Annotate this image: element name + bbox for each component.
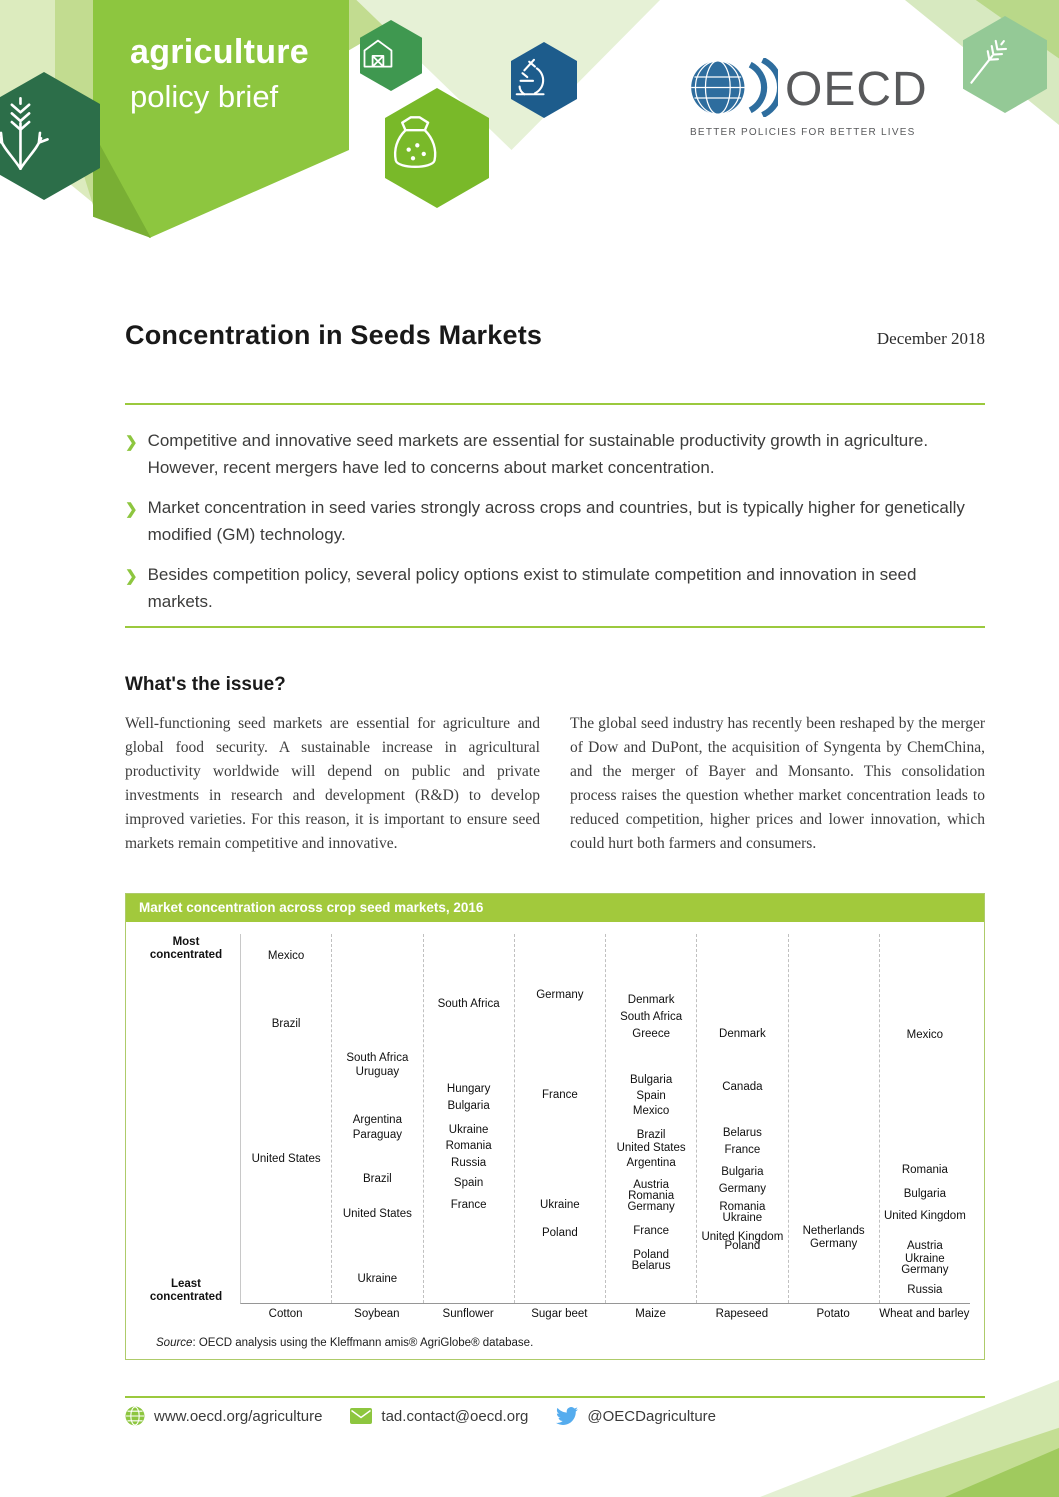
chart-point-label: Brazil [271, 1018, 301, 1031]
wheat-icon [0, 95, 100, 178]
banner-title: agriculture [130, 33, 310, 71]
chart-point-label: Netherlands [802, 1225, 865, 1237]
chart-point-label: Mexico [267, 950, 305, 963]
footer-website-label: www.oecd.org/agriculture [154, 1407, 323, 1425]
chart-point-label: Romania [719, 1201, 766, 1214]
chart-point-label: Romania [445, 1140, 492, 1153]
banner-subtitle: policy brief [130, 79, 279, 114]
chart-category-label: Soybean [354, 1308, 400, 1320]
chart-column-maize [605, 934, 696, 1303]
chart-point-label: South Africa [437, 998, 500, 1011]
oecd-globe-icon [690, 58, 778, 122]
brief-banner-text [130, 33, 309, 115]
chart-point-label: United States [342, 1208, 412, 1221]
chart-point-label: Russia [907, 1284, 943, 1297]
chart-point-label: Greece [632, 1027, 670, 1040]
footer-twitter-link[interactable] [556, 1405, 716, 1427]
chart-point-label: Uruguay [355, 1066, 400, 1079]
chart-column-rapeseed [696, 934, 787, 1303]
oecd-wordmark: OECD [785, 63, 928, 116]
page-title: Concentration in Seeds Markets [125, 320, 543, 350]
chart-plot-columns [240, 934, 970, 1304]
chart-point-label: Austria [633, 1178, 670, 1191]
chart-point-label: France [633, 1225, 670, 1237]
chart-category-label: Cotton [268, 1308, 303, 1320]
body-paragraph-left: Well-functioning seed markets are essential for agriculture and global food security. A sustainable increase in agricultural productivity worldwide will depend on public and private investments in research and development (R&D) to develop improved varieties. For this reason, it is important to ensure seed markets remain competitive and innovative. [125, 715, 540, 853]
wheat-sprig-icon [963, 33, 1047, 96]
title-row [125, 320, 985, 351]
chart-point-label: Hungary [446, 1082, 491, 1095]
key-message-item [125, 495, 985, 548]
footer-twitter-label: @OECDagriculture [587, 1407, 717, 1425]
chart-point-label: Bulgaria [903, 1188, 946, 1201]
chart-point-label: Spain [636, 1090, 666, 1103]
chart-point-label: Romania [628, 1189, 675, 1202]
key-message-text: Market concentration in seed varies strongly across crops and countries, but is typically higher for genetically modified (GM) technology. [147, 498, 965, 544]
chart-point-label: Austria [906, 1239, 943, 1252]
chart-point-label: Bulgaria [630, 1073, 673, 1086]
chart-point-label: Ukraine [722, 1212, 763, 1225]
envelope-icon [350, 1408, 372, 1424]
chart-point-label: Bulgaria [721, 1165, 764, 1178]
yaxis-bottom-label: Least concentrated [149, 1277, 223, 1303]
chart-point-label: Germany [718, 1182, 767, 1195]
chart-point-label: Mexico [632, 1105, 670, 1118]
divider-footer [125, 1396, 985, 1398]
chart-category-label: Sunflower [442, 1308, 494, 1320]
source-label: Source [156, 1337, 193, 1349]
footer-email-label: tad.contact@oecd.org [381, 1407, 529, 1425]
key-messages [125, 428, 985, 629]
chart-point-label: Paraguay [352, 1129, 402, 1142]
seed-bag-icon [385, 113, 489, 183]
chart-point-label: Bulgaria [447, 1099, 490, 1112]
chart-source-note [156, 1337, 533, 1349]
concentration-chart [125, 893, 985, 1360]
chart-point-label: Poland [633, 1248, 670, 1261]
key-message-text: Besides competition policy, several policy options exist to stimulate competition and innovation in seed markets. [147, 565, 917, 611]
chart-point-label: Denmark [719, 1027, 766, 1040]
chart-point-label: Ukraine [357, 1272, 398, 1285]
publication-date: December 2018 [876, 329, 985, 348]
chart-point-label: United States [251, 1153, 321, 1166]
chart-point-label: Ukraine [905, 1252, 945, 1265]
chart-column-potato [788, 934, 879, 1303]
key-message-item [125, 562, 985, 615]
chart-point-label: United Kingdom [883, 1210, 966, 1223]
chart-point-label: Ukraine [540, 1199, 580, 1212]
chart-point-label: Canada [722, 1081, 763, 1094]
key-message-text: Competitive and innovative seed markets are essential for sustainable productivity growth in agriculture. However, recent mergers have led to concerns about market concentration. [147, 431, 929, 477]
chart-point-label: Brazil [636, 1129, 666, 1142]
chart-category-label: Potato [816, 1308, 850, 1320]
chart-point-label: Brazil [362, 1173, 392, 1186]
chart-point-label: Denmark [627, 994, 675, 1007]
footer [125, 1405, 985, 1427]
yaxis-top-label: Most concentrated [149, 936, 223, 962]
chart-column-sugar-beet [514, 934, 605, 1303]
chart-point-label: Romania [901, 1164, 948, 1177]
oecd-tagline: BETTER POLICIES FOR BETTER LIVES [690, 127, 916, 138]
chart-point-label: Poland [541, 1226, 578, 1239]
chevron-bullet-icon: ❯ [125, 501, 138, 519]
chart-point-label: Belarus [722, 1127, 762, 1140]
chart-point-label: South Africa [346, 1051, 409, 1064]
chart-column-wheat-and-barley [879, 934, 970, 1303]
chart-point-label: Argentina [626, 1156, 676, 1169]
barn-icon [360, 37, 422, 74]
microscope-icon [511, 56, 577, 103]
chart-point-label: France [450, 1199, 487, 1212]
chart-category-label: Rapeseed [715, 1308, 769, 1320]
body-paragraph-right: The global seed industry has recently been reshaped by the merger of Dow and DuPont, the acquisition of Syngenta by ChemChina, and the merger of Bayer and Monsanto. This consolidation process raises the question whether market concentration leads to reduced competition, higher prices and lower innovation, which could hurt both farmers and consumers. [570, 715, 985, 853]
chart-category-label: Wheat and barley [879, 1308, 970, 1320]
source-text: : OECD analysis using the Kleffmann amis® AgriGlobe® database. [192, 1337, 534, 1349]
chart-point-label: France [541, 1088, 578, 1101]
oecd-logo [690, 58, 928, 138]
chart-point-label: Russia [451, 1156, 487, 1169]
chart-point-label: Ukraine [448, 1123, 489, 1136]
divider-middle [125, 626, 985, 628]
footer-email-link[interactable] [350, 1408, 528, 1425]
chart-point-label: Argentina [352, 1114, 402, 1127]
chart-title-bar: Market concentration across crop seed markets, 2016 [126, 894, 984, 922]
chart-point-label: Belarus [631, 1260, 671, 1273]
chart-column-sunflower [423, 934, 514, 1303]
chart-point-label: France [724, 1143, 761, 1156]
body-columns [125, 712, 985, 856]
chart-point-label: United States [616, 1141, 686, 1154]
twitter-bird-icon [556, 1405, 578, 1427]
section-heading: What's the issue? [125, 674, 286, 695]
footer-website-link[interactable] [125, 1406, 322, 1426]
chart-point-label: Germany [627, 1201, 675, 1214]
chart-point-label: Poland [724, 1239, 761, 1252]
key-message-item [125, 428, 985, 481]
chart-category-label: Maize [635, 1308, 666, 1320]
chart-column-cotton [241, 934, 331, 1303]
chevron-bullet-icon: ❯ [125, 434, 138, 451]
chart-column-soybean [331, 934, 422, 1303]
chart-point-label: South Africa [620, 1010, 683, 1023]
chart-point-label: Germany [809, 1237, 858, 1250]
chart-xaxis [240, 1308, 970, 1320]
chart-point-label: Germany [536, 988, 584, 1001]
chart-category-label: Sugar beet [531, 1308, 588, 1320]
chart-point-label: Germany [901, 1263, 949, 1276]
globe-icon [125, 1406, 145, 1426]
chart-yaxis [142, 934, 240, 1304]
divider-top [125, 403, 985, 405]
chevron-bullet-icon: ❯ [125, 568, 138, 586]
chart-point-label: United Kingdom [701, 1230, 784, 1243]
chart-point-label: Mexico [906, 1029, 944, 1042]
chart-plot [142, 934, 970, 1304]
chart-point-label: Spain [453, 1177, 484, 1190]
